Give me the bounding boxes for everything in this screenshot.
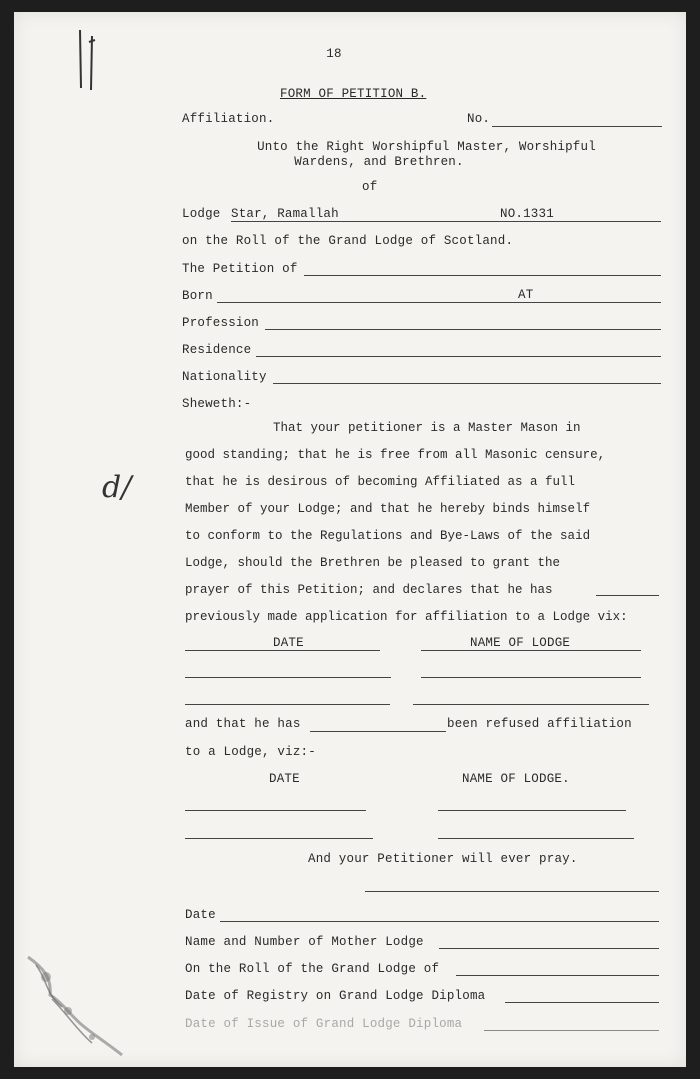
mother-lodge-field[interactable] <box>439 948 659 949</box>
table1-lodge-line-1[interactable] <box>421 650 641 651</box>
mother-lodge-label: Name and Number of Mother Lodge <box>185 935 424 949</box>
body-line-7: prayer of this Petition; and declares that he has <box>185 583 553 597</box>
has-field[interactable] <box>596 595 659 596</box>
body-line-8: previously made application for affiliation to a Lodge vix: <box>185 610 628 624</box>
nationality-label: Nationality <box>182 370 267 384</box>
roll-text: on the Roll of the Grand Lodge of Scotland. <box>182 234 514 248</box>
body-line-1: That your petitioner is a Master Mason in <box>273 421 581 435</box>
residence-label: Residence <box>182 343 252 357</box>
ink-stain-icon <box>22 947 132 1067</box>
sheweth-label: Sheweth:- <box>182 397 252 411</box>
table1-lodge-line-3[interactable] <box>413 704 649 705</box>
table2-lodge-header: NAME OF LODGE. <box>462 772 570 786</box>
table2-lodge-line-2[interactable] <box>438 838 634 839</box>
footer-roll-label: On the Roll of the Grand Lodge of <box>185 962 440 976</box>
signature-field[interactable] <box>365 891 659 892</box>
pen-mark-icon <box>72 28 102 98</box>
petition-of-label: The Petition of <box>182 262 298 276</box>
table2-date-line-2[interactable] <box>185 838 373 839</box>
page-number: 18 <box>326 47 342 61</box>
body-line-5: to conform to the Regulations and Bye-Laws of the said <box>185 529 591 543</box>
document-page <box>14 12 686 1067</box>
no-label: No. <box>467 112 491 126</box>
body-line-4: Member of your Lodge; and that he hereby binds himself <box>185 502 591 516</box>
lodge-number: NO.1331 <box>500 207 554 221</box>
profession-label: Profession <box>182 316 260 330</box>
body-line-2: good standing; that he is free from all Masonic censure, <box>185 448 606 462</box>
affiliation-label: Affiliation. <box>182 112 275 126</box>
table1-date-line-3[interactable] <box>185 704 390 705</box>
table2-date-line-1[interactable] <box>185 810 366 811</box>
footer-date-label: Date <box>185 908 216 922</box>
margin-note: d/ <box>102 470 132 505</box>
lodge-name: Star, Ramallah <box>231 207 339 221</box>
registry-label: Date of Registry on Grand Lodge Diploma <box>185 989 486 1003</box>
form-title: FORM OF PETITION B. <box>280 87 427 101</box>
profession-field[interactable] <box>265 329 661 330</box>
no-field[interactable] <box>492 126 662 127</box>
refused-label-a: and that he has <box>185 717 301 731</box>
refused-field[interactable] <box>310 731 446 732</box>
table1-lodge-line-2[interactable] <box>421 677 641 678</box>
residence-field[interactable] <box>256 356 661 357</box>
born-field[interactable] <box>217 302 661 303</box>
born-label: Born <box>182 289 213 303</box>
footer-roll-field[interactable] <box>456 975 659 976</box>
nationality-field[interactable] <box>273 383 661 384</box>
table2-date-header: DATE <box>269 772 300 786</box>
table1-date-line-2[interactable] <box>185 677 391 678</box>
of-label: of <box>362 180 378 194</box>
issue-label: Date of Issue of Grand Lodge Diploma <box>185 1017 463 1031</box>
body-line-6: Lodge, should the Brethren be pleased to grant the <box>185 556 561 570</box>
petition-body <box>185 415 665 631</box>
address-line-2: Wardens, and Brethren. <box>294 155 464 169</box>
table1-date-header: DATE <box>273 636 304 650</box>
petition-of-field[interactable] <box>304 275 661 276</box>
body-line-3: that he is desirous of becoming Affiliated as a full <box>185 475 576 489</box>
lodge-label: Lodge <box>182 207 221 221</box>
lodge-field[interactable] <box>231 221 661 222</box>
closing-text: And your Petitioner will ever pray. <box>308 852 578 866</box>
table1-lodge-header: NAME OF LODGE <box>470 636 571 650</box>
table2-lodge-line-1[interactable] <box>438 810 626 811</box>
footer-date-field[interactable] <box>220 921 659 922</box>
refused-label-c: to a Lodge, viz:- <box>185 745 316 759</box>
table1-date-line-1[interactable] <box>185 650 380 651</box>
registry-field[interactable] <box>505 1002 659 1003</box>
refused-label-b: been refused affiliation <box>447 717 632 731</box>
issue-field[interactable] <box>484 1030 659 1031</box>
at-label: AT <box>518 288 534 302</box>
address-line-1: Unto the Right Worshipful Master, Worshipful <box>257 140 596 154</box>
